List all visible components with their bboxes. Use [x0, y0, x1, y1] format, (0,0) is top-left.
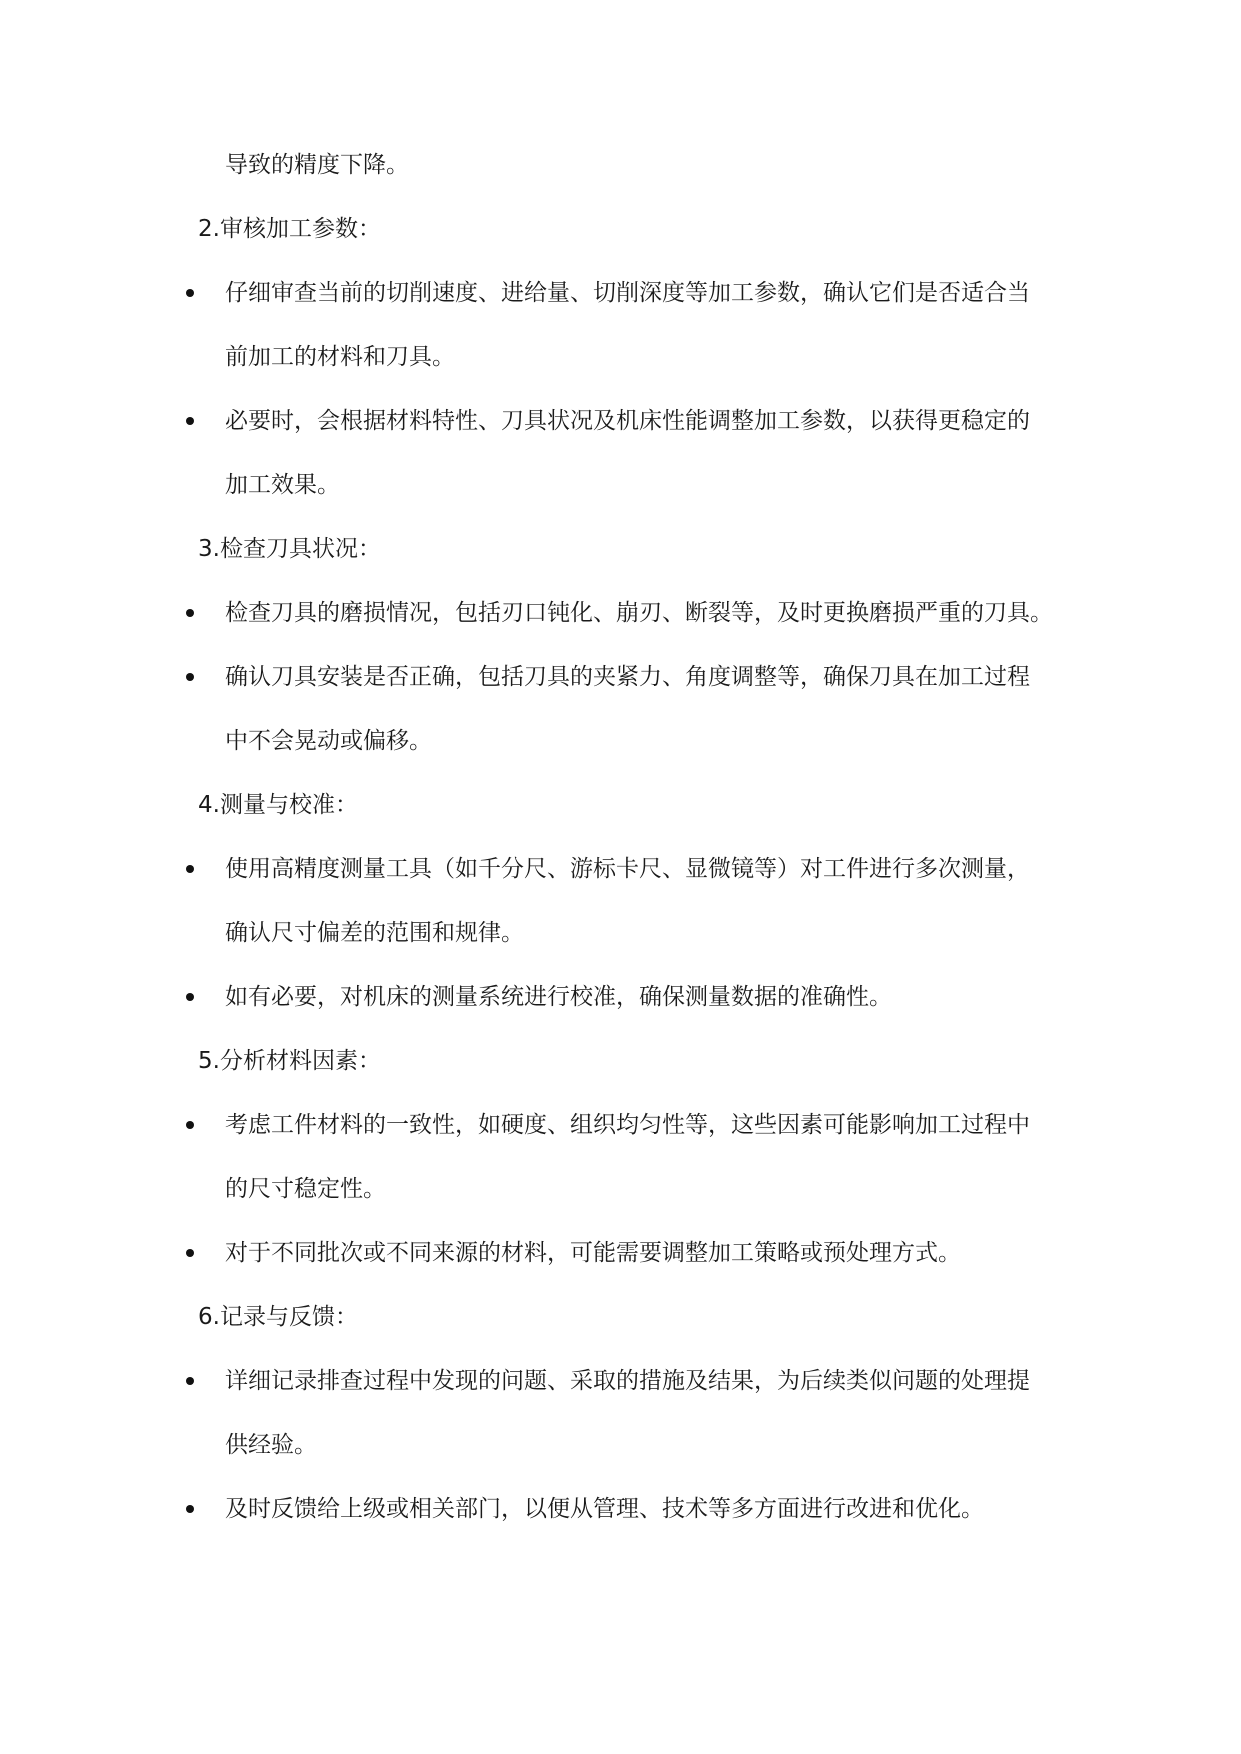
bullet-icon [186, 1505, 194, 1513]
list-item-line: 加工效果。 [225, 472, 340, 498]
section-heading: 6.记录与反馈： [198, 1304, 358, 1330]
list-item-line: 检查刀具的磨损情况，包括刃口钝化、崩刃、断裂等，及时更换磨损严重的刀具。 [225, 600, 1053, 626]
section-heading: 2.审核加工参数： [198, 216, 381, 242]
list-item-line: 及时反馈给上级或相关部门，以便从管理、技术等多方面进行改进和优化。 [225, 1496, 984, 1522]
bullet-icon [186, 993, 194, 1001]
list-item-line: 考虑工件材料的一致性，如硬度、组织均匀性等，这些因素可能影响加工过程中 [225, 1112, 1030, 1138]
list-item-line: 前加工的材料和刀具。 [225, 344, 455, 370]
section-heading: 4.测量与校准： [198, 792, 358, 818]
bullet-icon [186, 417, 194, 425]
section-heading: 5.分析材料因素： [198, 1048, 381, 1074]
list-item-line: 确认刀具安装是否正确，包括刀具的夹紧力、角度调整等，确保刀具在加工过程 [225, 664, 1030, 690]
list-item-line: 如有必要，对机床的测量系统进行校准，确保测量数据的准确性。 [225, 984, 892, 1010]
list-item-line: 仔细审查当前的切削速度、进给量、切削深度等加工参数，确认它们是否适合当 [225, 280, 1030, 306]
list-item-line: 对于不同批次或不同来源的材料，可能需要调整加工策略或预处理方式。 [225, 1240, 961, 1266]
list-item-line: 使用高精度测量工具（如千分尺、游标卡尺、显微镜等）对工件进行多次测量， [225, 856, 1030, 882]
bullet-icon [186, 1121, 194, 1129]
list-item-line: 的尺寸稳定性。 [225, 1176, 386, 1202]
bullet-icon [186, 865, 194, 873]
bullet-icon [186, 1377, 194, 1385]
bullet-icon [186, 1249, 194, 1257]
list-item-line: 详细记录排查过程中发现的问题、采取的措施及结果，为后续类似问题的处理提 [225, 1368, 1030, 1394]
continuation-text: 导致的精度下降。 [225, 152, 409, 178]
list-item-line: 供经验。 [225, 1432, 317, 1458]
bullet-icon [186, 609, 194, 617]
list-item-line: 必要时，会根据材料特性、刀具状况及机床性能调整加工参数，以获得更稳定的 [225, 408, 1030, 434]
bullet-icon [186, 289, 194, 297]
list-item-line: 确认尺寸偏差的范围和规律。 [225, 920, 524, 946]
bullet-icon [186, 673, 194, 681]
section-heading: 3.检查刀具状况： [198, 536, 381, 562]
list-item-line: 中不会晃动或偏移。 [225, 728, 432, 754]
